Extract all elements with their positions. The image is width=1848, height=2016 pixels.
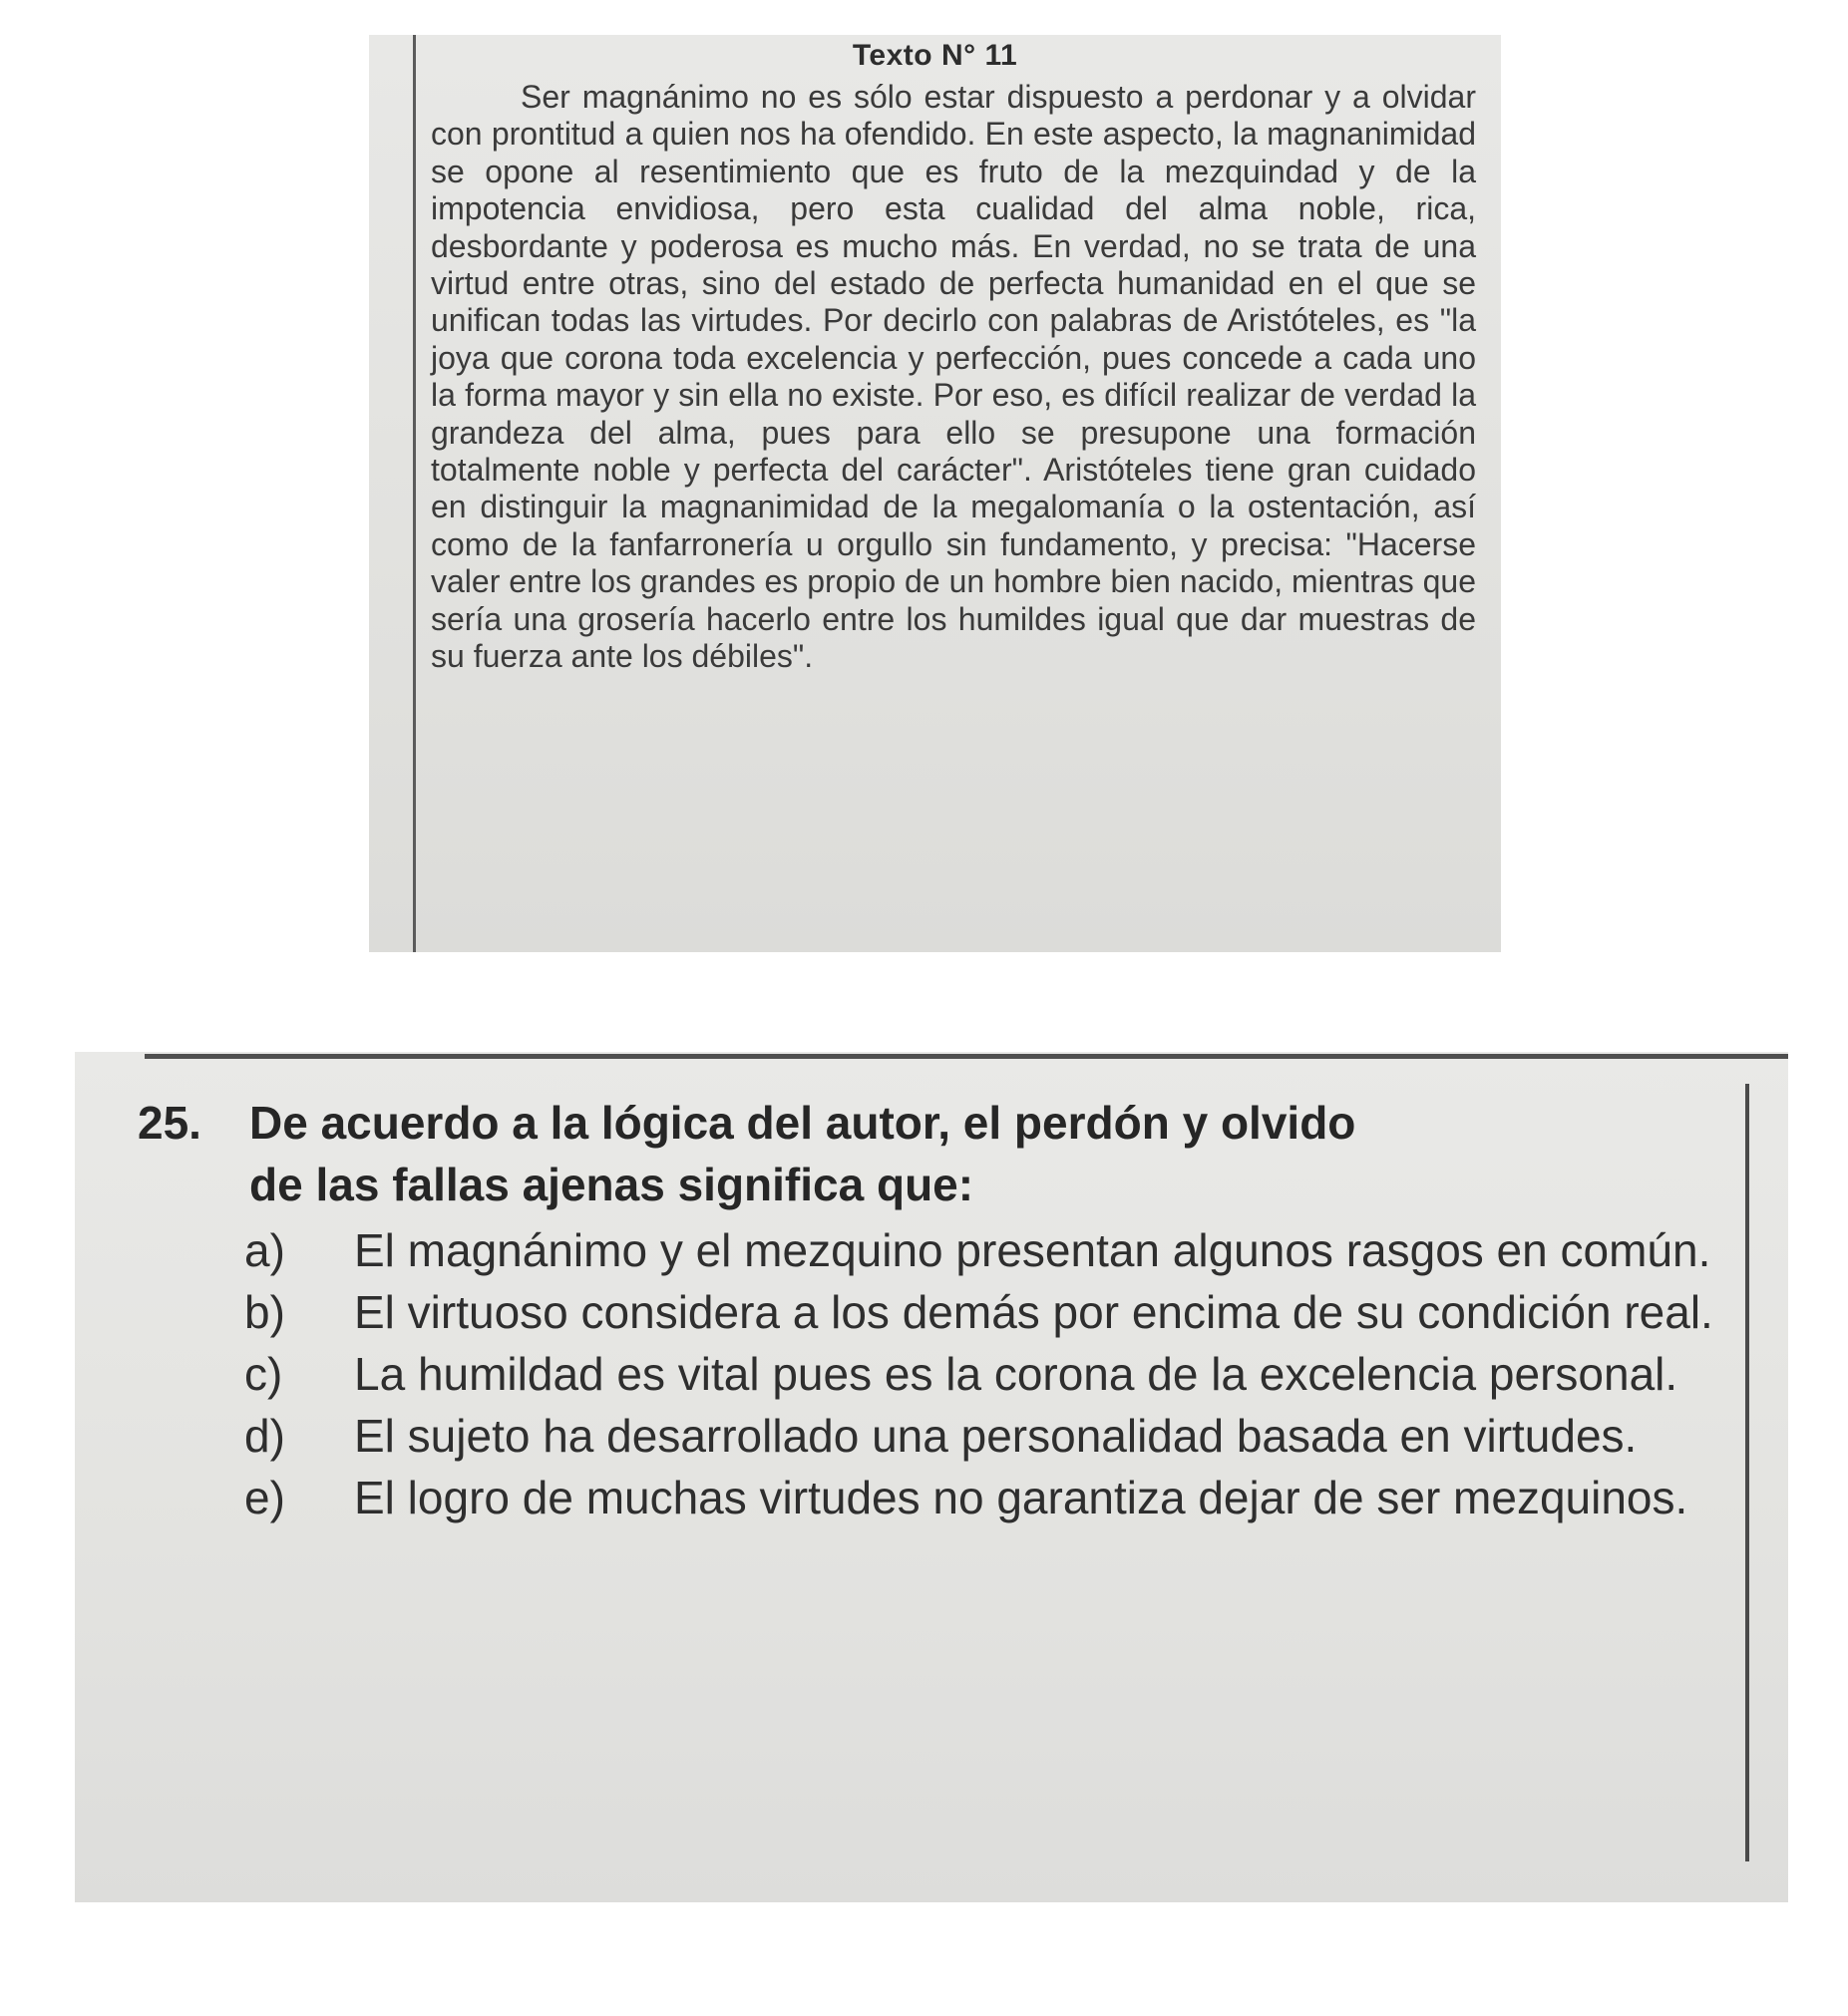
option-text: El logro de muchas virtudes no garantiza dejar de ser mezquinos. bbox=[354, 1472, 1688, 1523]
option-letter: b) bbox=[244, 1286, 285, 1338]
option-c[interactable] bbox=[244, 1343, 1740, 1405]
option-letter: e) bbox=[244, 1472, 285, 1523]
passage-body: Ser magnánimo no es sólo estar dispuesto a perdonar y a olvidar con prontitud a quien nos ha ofendido. En este aspecto, la magnanimidad se opone al resentimiento que es fruto de la mezquindad y de la impotencia envidiosa, pero esta cualidad del alma noble, rica, desbordante y poderosa es mucho más. En verdad, no se trata de una virtud entre otras, sino del estado de perfecta humanidad en el que se unifican todas las virtudes. Por decirlo con palabras de Aristóteles, es "la joya que corona toda excelencia y perfección, pues concede a cada uno la forma mayor y sin ella no existe. Por eso, es difícil realizar de verdad la grandeza del alma, pues para ello se presupone una formación totalmente noble y perfecta del carácter". Aristóteles tiene gran cuidado en distinguir la magnanimidad de la megalomanía o la ostentación, así como de la fanfarronería u orgullo sin fundamento, y precisa: "Hacerse valer entre los grandes es propio de un hombre bien nacido, mientras que sería una grosería hacerlo entre los humildes igual que dar muestras de su fuerza ante los débiles". bbox=[431, 79, 1476, 675]
option-a[interactable] bbox=[244, 1219, 1740, 1281]
passage-photo bbox=[369, 35, 1501, 952]
option-d[interactable] bbox=[244, 1405, 1740, 1467]
answer-options bbox=[244, 1219, 1740, 1528]
question-number: 25. bbox=[138, 1097, 201, 1149]
option-letter: d) bbox=[244, 1410, 285, 1462]
option-letter: a) bbox=[244, 1224, 285, 1276]
passage-title: Texto N° 11 bbox=[852, 39, 1018, 72]
margin-rule bbox=[413, 35, 416, 952]
option-text: La humildad es vital pues es la corona de la excelencia personal. bbox=[354, 1348, 1678, 1400]
option-b[interactable] bbox=[244, 1281, 1740, 1343]
question-photo bbox=[75, 1052, 1788, 1902]
option-letter: c) bbox=[244, 1348, 283, 1400]
question-stem-line2: de las fallas ajenas significa que: bbox=[249, 1159, 974, 1210]
option-text: El virtuoso considera a los demás por encima de su condición real. bbox=[354, 1286, 1713, 1338]
option-text: El sujeto ha desarrollado una personalidad basada en virtudes. bbox=[354, 1410, 1638, 1462]
option-e[interactable] bbox=[244, 1467, 1740, 1528]
question-stem-line1: De acuerdo a la lógica del autor, el perdón y olvido bbox=[249, 1097, 1356, 1149]
top-rule bbox=[145, 1054, 1788, 1059]
option-text: El magnánimo y el mezquino presentan algunos rasgos en común. bbox=[354, 1224, 1711, 1276]
question-stem bbox=[138, 1092, 1753, 1215]
